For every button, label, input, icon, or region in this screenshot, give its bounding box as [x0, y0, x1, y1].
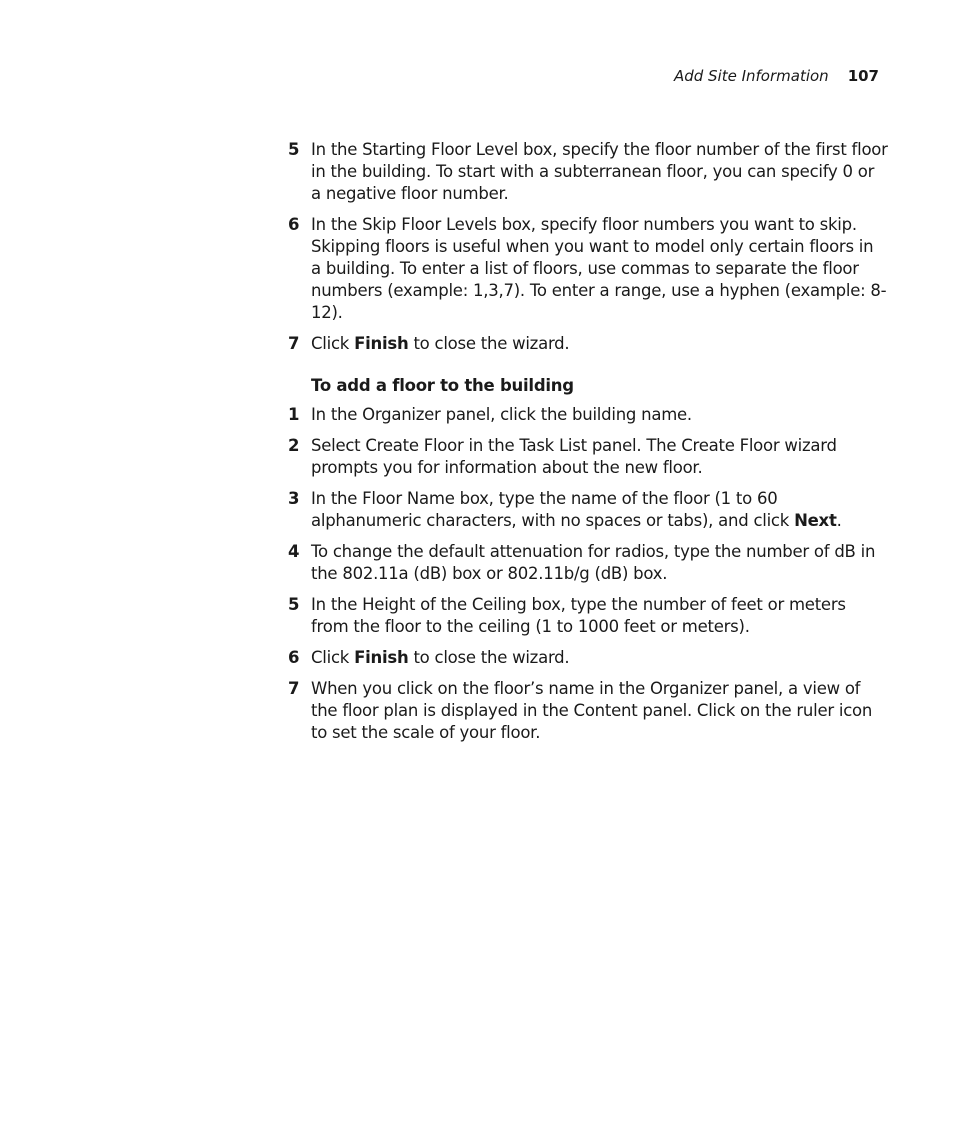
step-number: 5	[288, 595, 300, 614]
step-number: 4	[288, 542, 300, 561]
step-number: 1	[288, 405, 300, 424]
step-text-pre: Click	[311, 334, 355, 353]
page-number: 107	[847, 67, 879, 85]
step-number: 6	[288, 215, 300, 234]
list-item	[288, 541, 888, 585]
procedure-heading: To add a floor to the building	[311, 376, 574, 395]
step-text-post: to close the wizard.	[408, 334, 570, 353]
step-text: In the Organizer panel, click the building name.	[311, 405, 692, 424]
step-text: In the Skip Floor Levels box, specify floor numbers you want to skip. Skipping floors is useful when you want to model only certain floors in a building. To enter a list of floors, use commas to separate the floor numbers (example: 1,3,7). To enter a range, use a hyphen (example: 8-12).	[311, 215, 887, 322]
step-number: 2	[288, 436, 300, 455]
step-text: In the Starting Floor Level box, specify the floor number of the first floor in the building. To start with a subterranean floor, you can specify 0 or a negative floor number.	[311, 140, 888, 203]
step-number: 7	[288, 334, 300, 353]
list-item	[288, 594, 888, 638]
header-section-title: Add Site Information	[673, 67, 829, 85]
list-item	[288, 333, 888, 355]
step-text: When you click on the floor’s name in the Organizer panel, a view of the floor plan is displayed in the Content panel. Click on the ruler icon to set the scale of your floor.	[311, 679, 873, 742]
list-item	[288, 139, 888, 205]
step-number: 7	[288, 679, 300, 698]
step-number: 5	[288, 140, 300, 159]
ui-term-next: Next	[794, 511, 837, 530]
step-text-post: .	[836, 511, 842, 530]
step-text-post: to close the wizard.	[408, 648, 570, 667]
running-header	[674, 66, 879, 86]
list-item	[288, 678, 888, 744]
list-item	[288, 647, 888, 669]
step-text-pre: In the Floor Name box, type the name of the floor (1 to 60 alphanumeric characters, with no spaces or tabs), and click	[311, 489, 795, 530]
list-item	[288, 214, 888, 324]
step-text: In the Height of the Ceiling box, type the number of feet or meters from the floor to the ceiling (1 to 1000 feet or meters).	[311, 595, 846, 636]
step-text-pre: Click	[311, 648, 355, 667]
ui-term-finish: Finish	[354, 334, 409, 353]
list-item	[288, 404, 888, 426]
step-text: Select Create Floor in the Task List panel. The Create Floor wizard prompts you for information about the new floor.	[311, 436, 837, 477]
list-item	[288, 435, 888, 479]
step-number: 3	[288, 489, 300, 508]
ui-term-finish: Finish	[354, 648, 409, 667]
list-item	[288, 488, 888, 532]
document-body	[288, 139, 888, 753]
step-number: 6	[288, 648, 300, 667]
step-text: To change the default attenuation for radios, type the number of dB in the 802.11a (dB) box or 802.11b/g (dB) box.	[311, 542, 876, 583]
